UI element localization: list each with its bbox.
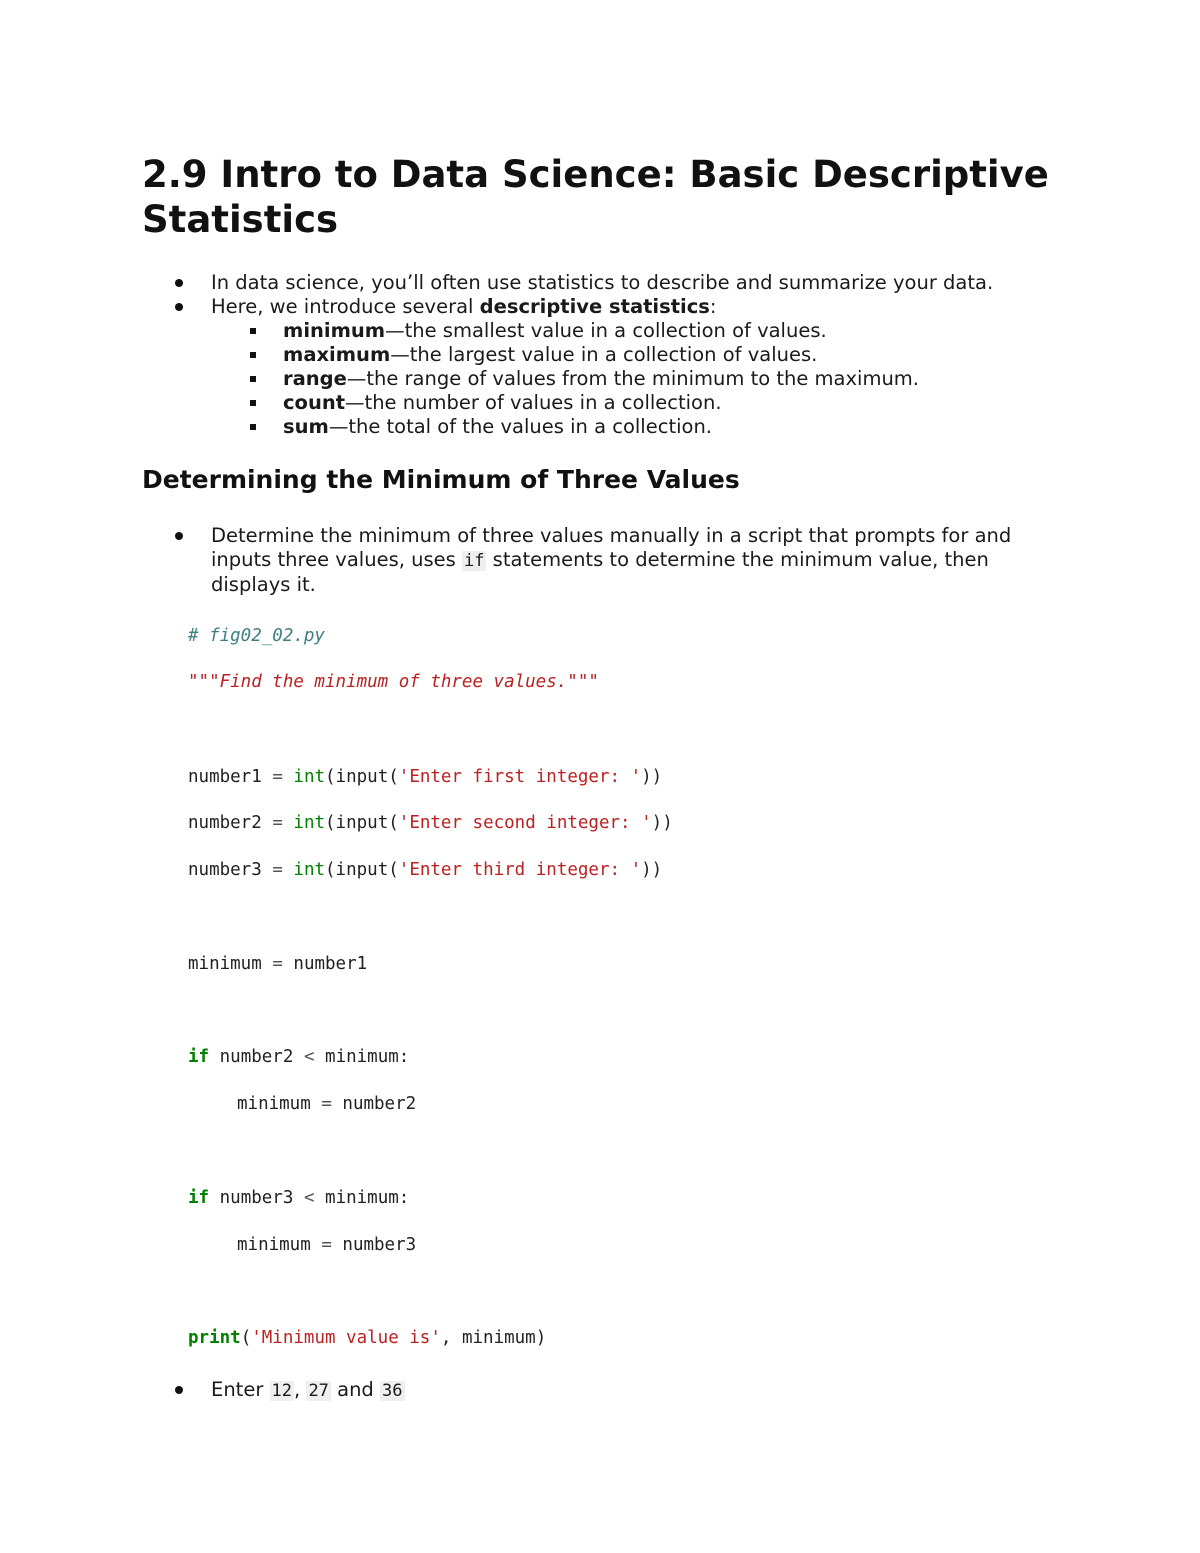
bullet-dot [175, 1386, 183, 1394]
sub-bullet-square [250, 328, 256, 334]
intro-bullet-1: In data science, you’ll often use statistics to describe and summarize your data. [211, 271, 994, 294]
code-line-if-2-body: minimum = number3 [237, 1235, 417, 1255]
inline-code-if: if [464, 551, 485, 571]
sub-bullet-square [250, 376, 256, 382]
inline-code-12: 12 [271, 1381, 293, 1401]
sub-bullet-square [250, 400, 256, 406]
section-bullet-line-3: displays it. [211, 573, 316, 596]
stat-item-sum: sum—the total of the values in a collection. [283, 415, 712, 438]
code-line-if-1-body: minimum = number2 [237, 1094, 417, 1114]
code-line-if-1: if number2 < minimum: [188, 1047, 410, 1067]
code-line-number3: number3 = int(input('Enter third integer: ')) [188, 860, 663, 880]
bullet-dot [175, 532, 183, 540]
inline-code-36: 36 [382, 1381, 403, 1401]
stat-item-range: range—the range of values from the minimum to the maximum. [283, 367, 919, 390]
code-comment: # fig02_02.py [188, 626, 325, 646]
inline-code-27: 27 [308, 1381, 329, 1401]
stat-item-maximum: maximum—the largest value in a collection of values. [283, 343, 818, 366]
stat-item-minimum: minimum—the smallest value in a collection of values. [283, 319, 827, 342]
section-bullet-line-2: inputs three values, uses if statements to determine the minimum value, then [211, 548, 989, 571]
code-line-minimum-init: minimum = number1 [188, 954, 368, 974]
bullet-dot [175, 303, 183, 311]
enter-values-bullet: Enter 12 , 27 and 36 [211, 1378, 403, 1401]
bullet-dot [175, 279, 183, 287]
page-title: 2.9 Intro to Data Science: Basic Descriptive Statistics [142, 153, 1049, 241]
intro-bullet-2: Here, we introduce several descriptive statistics: [211, 295, 717, 318]
stat-item-count: count—the number of values in a collection. [283, 391, 722, 414]
code-line-if-2: if number3 < minimum: [188, 1188, 410, 1208]
section-bullet-line-1: Determine the minimum of three values manually in a script that prompts for and [211, 524, 1012, 547]
section-heading: Determining the Minimum of Three Values [142, 465, 740, 494]
code-docstring: """Find the minimum of three values.""" [188, 672, 599, 692]
code-line-print: print('Minimum value is', minimum) [188, 1328, 547, 1348]
code-line-number2: number2 = int(input('Enter second integer: ')) [188, 813, 673, 833]
code-line-number1: number1 = int(input('Enter first integer: ')) [188, 767, 663, 787]
sub-bullet-square [250, 424, 256, 430]
sub-bullet-square [250, 352, 256, 358]
